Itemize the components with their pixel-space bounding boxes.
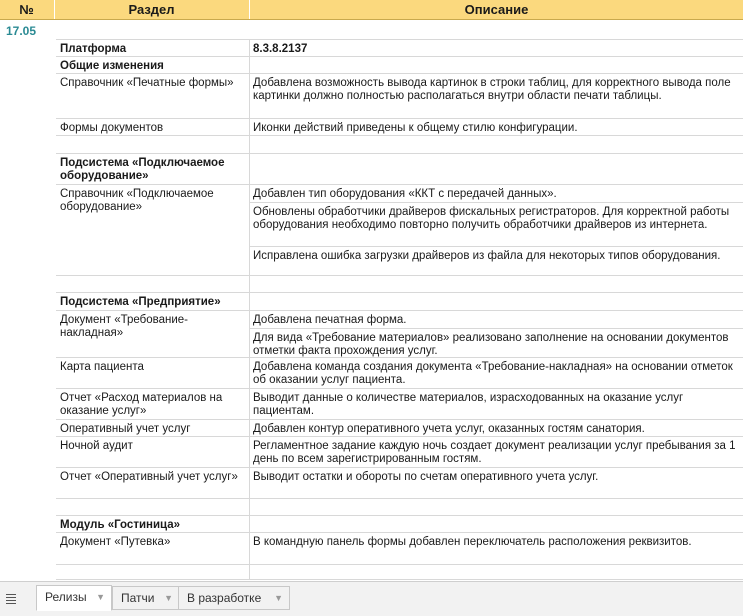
table-row	[56, 135, 743, 154]
table-row	[56, 498, 743, 516]
row-description: Выводит остатки и обороты по счетам оперативного учета услуг.	[253, 471, 599, 483]
table-row	[56, 564, 743, 580]
row-label: Формы документов	[60, 122, 164, 134]
row-description: Исправлена ошибка загрузки драйверов из файла для некоторых типов оборудования.	[253, 250, 721, 262]
row-description: Добавлена возможность вывода картинок в строки таблиц, для корректного вывода поле картинки должно полностью располагаться внутри области печати таблицы.	[253, 77, 731, 102]
row-label: Документ «Требование-накладная»	[60, 314, 189, 339]
row-description: Добавлен контур оперативного учета услуг, оказанных гостям санатория.	[253, 423, 645, 435]
table-header	[0, 0, 743, 20]
tab-label: Патчи	[121, 591, 155, 605]
tab-in-development[interactable]	[178, 586, 290, 610]
row-label: Справочник «Подключаемое оборудование»	[60, 188, 214, 213]
row-label: Отчет «Оперативный учет услуг»	[60, 471, 238, 483]
tab-releases[interactable]	[36, 585, 112, 611]
table-row[interactable]	[56, 532, 743, 565]
header-section[interactable]: Раздел	[128, 2, 175, 17]
table-row[interactable]	[56, 310, 743, 358]
table-row[interactable]	[56, 184, 743, 276]
sheet-tabs-bar	[0, 581, 743, 616]
tab-label: Релизы	[45, 590, 87, 604]
row-label: Справочник «Печатные формы»	[60, 77, 234, 89]
table-row[interactable]	[56, 292, 743, 311]
table-row[interactable]	[56, 419, 743, 437]
row-description: Обновлены обработчики драйверов фискальных регистраторов. Для корректной работы оборудования необходимо повторно получить обработчики драйверов из интернета.	[253, 206, 730, 231]
row-description: Иконки действий приведены к общему стилю конфигурации.	[253, 122, 578, 134]
table-row[interactable]	[56, 153, 743, 185]
table-row	[56, 275, 743, 293]
table-row[interactable]	[56, 357, 743, 389]
row-description: Добавлена команда создания документа «Требование-накладная» на основании отметок об оказании услуг пациента.	[253, 361, 733, 386]
header-description[interactable]: Описание	[464, 2, 529, 17]
platform-version: 8.3.8.2137	[253, 43, 308, 55]
table-row[interactable]	[56, 436, 743, 468]
row-label: Платформа	[60, 43, 127, 55]
table-row[interactable]	[56, 467, 743, 499]
version-number: 17.05	[6, 24, 37, 38]
chevron-down-icon[interactable]: ▼	[274, 593, 283, 603]
row-description: Добавлен тип оборудования «ККТ с передачей данных».	[253, 188, 557, 200]
menu-icon[interactable]	[6, 594, 16, 606]
row-label: Ночной аудит	[60, 440, 133, 452]
row-label: Отчет «Расход материалов на оказание услуг»	[60, 392, 223, 417]
table-row[interactable]	[56, 388, 743, 420]
table-row[interactable]	[56, 73, 743, 119]
row-description: Добавлена печатная форма.	[253, 314, 407, 326]
row-label: Документ «Путевка»	[60, 536, 171, 548]
group-heading: Подсистема «Подключаемое оборудование»	[60, 157, 225, 182]
table-row[interactable]	[56, 118, 743, 136]
row-description: Для вида «Требование материалов» реализовано заполнение на основании документов отметки факта прохождения услуг.	[253, 332, 729, 357]
row-label: Карта пациента	[60, 361, 144, 373]
table-row[interactable]	[56, 515, 743, 533]
chevron-down-icon[interactable]: ▼	[96, 592, 105, 602]
group-heading: Общие изменения	[60, 60, 164, 72]
table-row[interactable]	[56, 39, 743, 57]
chevron-down-icon[interactable]: ▼	[164, 593, 173, 603]
row-description: В командную панель формы добавлен переключатель расположения реквизитов.	[253, 536, 692, 548]
tab-patches[interactable]	[112, 586, 180, 610]
header-num[interactable]: №	[19, 2, 34, 17]
group-heading: Подсистема «Предприятие»	[60, 296, 221, 308]
row-description: Регламентное задание каждую ночь создает документ реализации услуг пребывания за 1 день по всем зарегистрированным гостям.	[253, 440, 736, 465]
group-heading: Модуль «Гостиница»	[60, 519, 181, 531]
table-row[interactable]	[56, 56, 743, 74]
row-description: Выводит данные о количестве материалов, израсходованных на оказание услуг пациентам.	[253, 392, 684, 417]
tab-label: В разработке	[187, 591, 262, 605]
row-label: Оперативный учет услуг	[60, 423, 191, 435]
